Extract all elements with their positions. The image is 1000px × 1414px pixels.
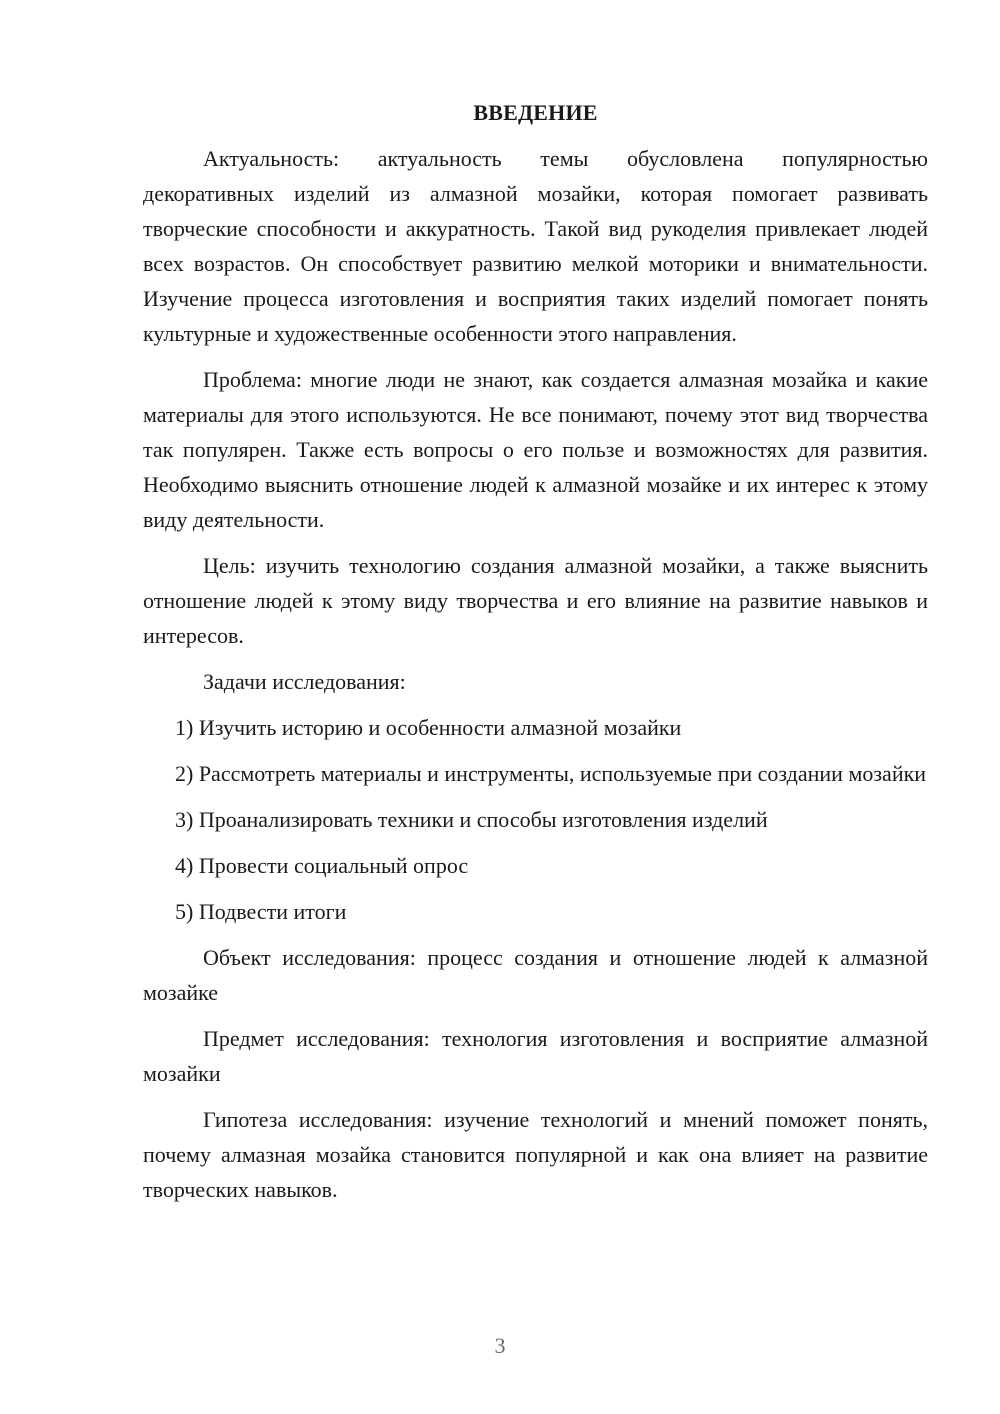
paragraph-hypothesis: Гипотеза исследования: изучение технологий и мнений поможет понять, почему алмазная мозайка становится популярной и как она влияет на развитие творческих навыков. <box>143 1107 928 1202</box>
paragraph-relevance: Актуальность: актуальность темы обусловлена популярностью декоративных изделий из алмазной мозайки, которая помогает развивать творческие способности и аккуратность. Такой вид рукоделия привлекает людей всех возрастов. Он способствует развитию мелкой моторики и внимательности. Изучение процесса изготовления и восприятия таких изделий помогает понять культурные и художественные особенности этого направления. <box>143 146 928 346</box>
page-number: 3 <box>494 1333 506 1358</box>
paragraph-tasks-heading: Задачи исследования: <box>203 669 406 694</box>
paragraph-object: Объект исследования: процесс создания и отношение людей к алмазной мозайке <box>143 945 928 1005</box>
document-body <box>143 95 928 1218</box>
task-item: 3) Проанализировать техники и способы изготовления изделий <box>175 807 768 832</box>
paragraph-goal: Цель: изучить технологию создания алмазной мозайки, а также выяснить отношение людей к этому виду творчества и его влияние на развитие навыков и интересов. <box>143 553 928 648</box>
paragraph-subject: Предмет исследования: технология изготовления и восприятие алмазной мозайки <box>143 1026 928 1086</box>
task-item: 2) Рассмотреть материалы и инструменты, используемые при создании мозайки <box>175 761 927 786</box>
task-item: 5) Подвести итоги <box>175 899 347 924</box>
page-title: ВВЕДЕНИЕ <box>473 100 598 125</box>
task-item: 4) Провести социальный опрос <box>175 853 469 878</box>
paragraph-problem: Проблема: многие люди не знают, как создается алмазная мозайка и какие материалы для этого используются. Не все понимают, почему этот вид творчества так популярен. Также есть вопросы о его пользе и возможностях для развития. Необходимо выяснить отношение людей к алмазной мозайке и их интерес к этому виду деятельности. <box>143 367 928 532</box>
task-item: 1) Изучить историю и особенности алмазной мозайки <box>175 715 682 740</box>
